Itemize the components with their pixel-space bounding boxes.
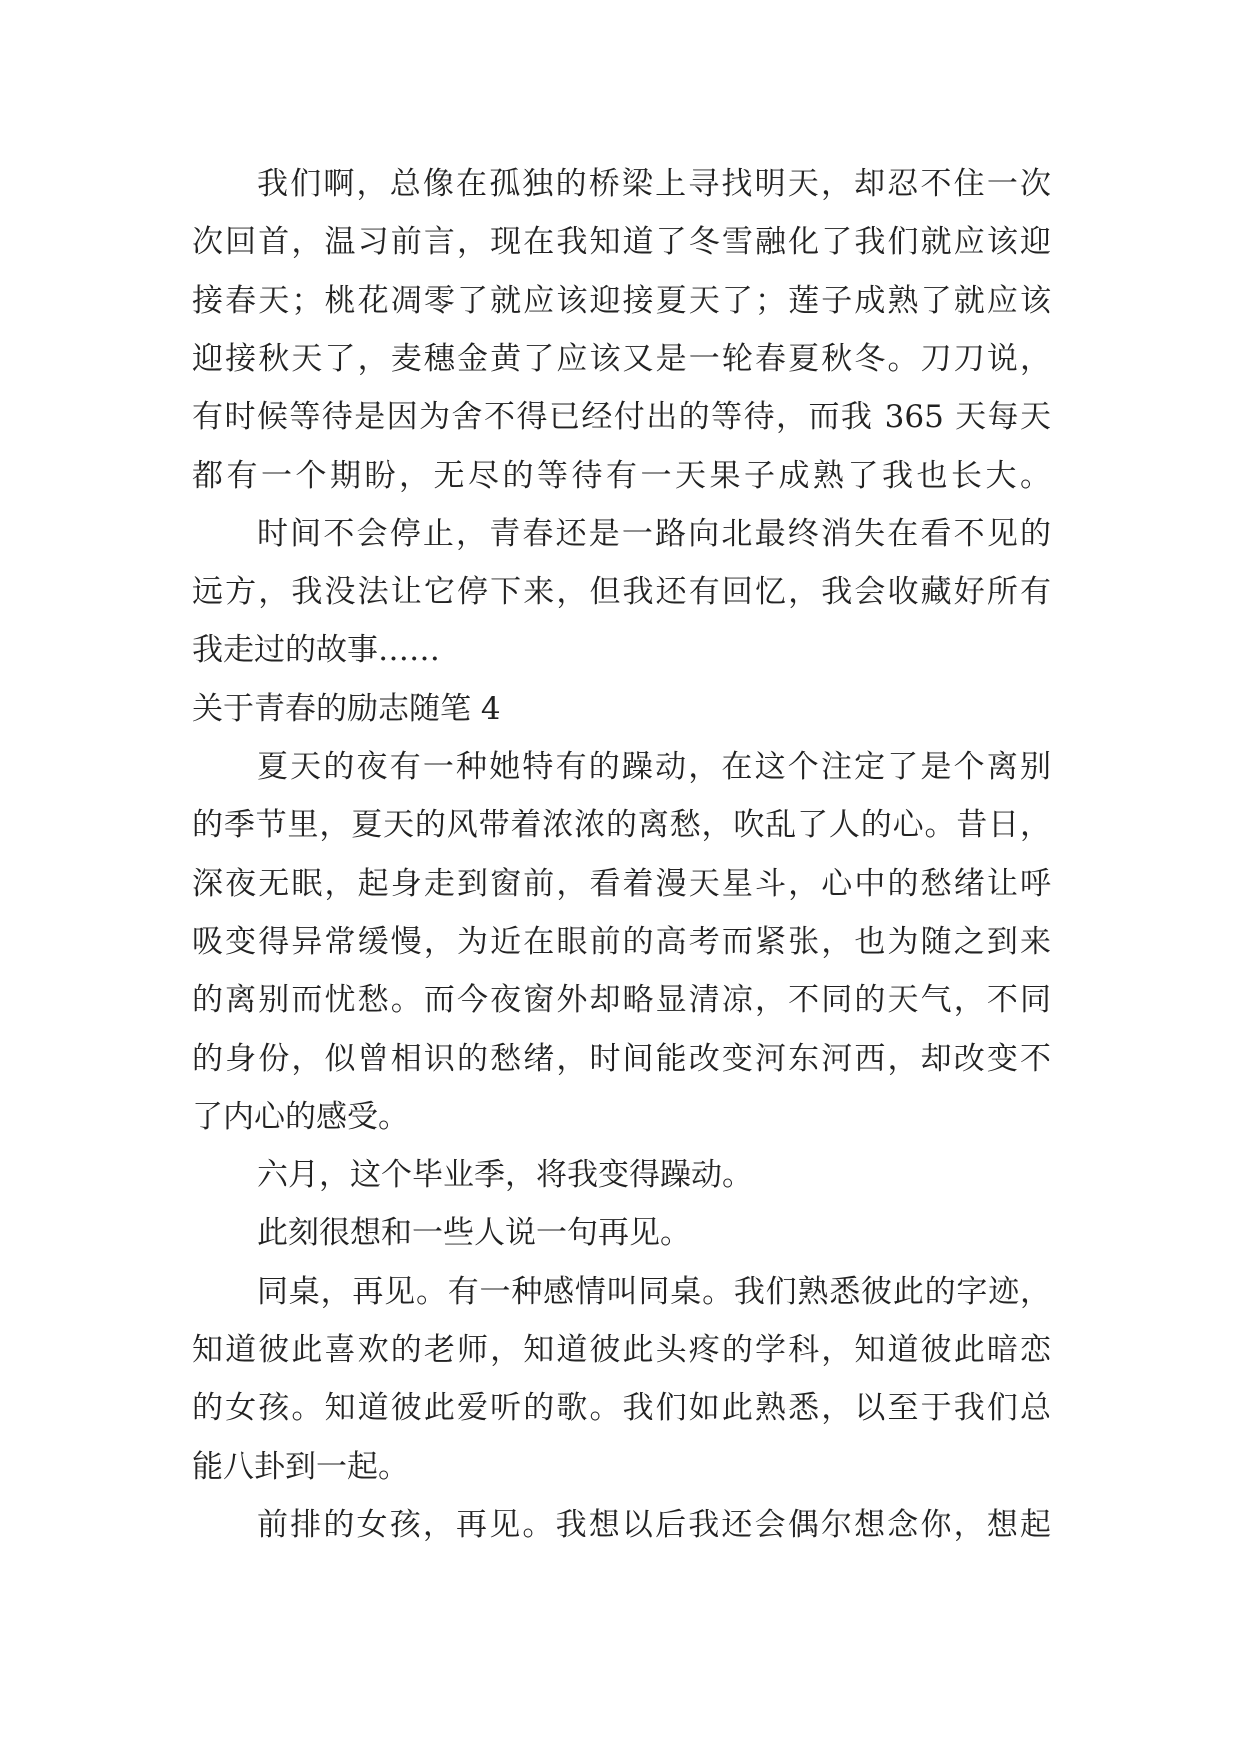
text-line: 夏天的夜有一种她特有的躁动，在这个注定了是个离别	[257, 749, 1051, 785]
text-line: 的身份，似曾相识的愁绪，时间能改变河东河西，却改变不	[192, 1040, 1051, 1077]
text-line: 有时候等待是因为舍不得已经付出的等待，而我 365 天每天	[192, 399, 1051, 436]
text-line: 都有一个期盼，无尽的等待有一天果子成熟了我也长大。	[192, 457, 1051, 494]
text-line: 的女孩。知道彼此爱听的歌。我们如此熟悉，以至于我们总	[192, 1390, 1051, 1427]
text-line: 接春天；桃花凋零了就应该迎接夏天了；莲子成熟了就应该	[192, 282, 1051, 319]
text-line: 的季节里，夏天的风带着浓浓的离愁，吹乱了人的心。昔日，	[192, 807, 1051, 844]
text-line: 时间不会停止，青春还是一路向北最终消失在看不见的	[257, 515, 1051, 552]
heading-text: 关于青春的励志随笔 4	[192, 690, 501, 727]
text-line: 我走过的故事……	[192, 632, 440, 669]
text-line: 深夜无眠，起身走到窗前，看着漫天星斗，心中的愁绪让呼	[192, 865, 1051, 902]
text-line: 了内心的感受。	[192, 1098, 409, 1135]
text-line: 的离别而忧愁。而今夜窗外却略显清凉，不同的天气，不同	[192, 982, 1051, 1019]
text-line: 前排的女孩，再见。我想以后我还会偶尔想念你，想起	[257, 1506, 1051, 1543]
text-line: 次回首，温习前言，现在我知道了冬雪融化了我们就应该迎	[192, 224, 1051, 261]
text-line: 远方，我没法让它停下来，但我还有回忆，我会收藏好所有	[192, 574, 1051, 611]
text-line: 同桌，再见。有一种感情叫同桌。我们熟悉彼此的字迹，	[257, 1273, 1051, 1310]
text-line: 迎接秋天了，麦穗金黄了应该又是一轮春夏秋冬。刀刀说，	[192, 340, 1051, 377]
text-line: 能八卦到一起。	[192, 1448, 409, 1485]
text-line: 此刻很想和一些人说一句再见。	[257, 1215, 691, 1252]
text-line: 知道彼此喜欢的老师，知道彼此头疼的学科，知道彼此暗恋	[192, 1332, 1051, 1368]
text-line: 吸变得异常缓慢，为近在眼前的高考而紧张，也为随之到来	[192, 923, 1051, 960]
text-line: 我们啊，总像在孤独的桥梁上寻找明天，却忍不住一次	[257, 166, 1051, 202]
text-line: 六月，这个毕业季，将我变得躁动。	[257, 1157, 753, 1194]
